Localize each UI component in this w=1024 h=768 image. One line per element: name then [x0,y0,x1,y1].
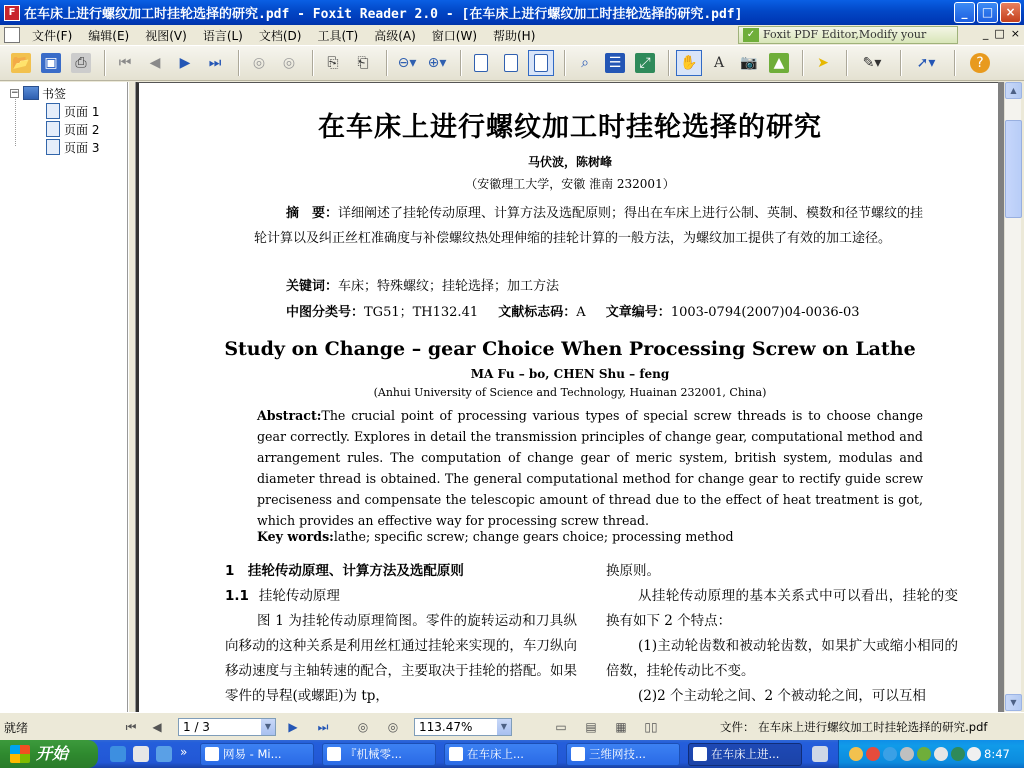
extract-button[interactable] [350,50,376,76]
toolbar-separator [386,50,388,76]
fit-width-icon [534,54,548,72]
subsection-number: 1.1 [225,588,249,604]
properties-button[interactable] [632,50,658,76]
vertical-scrollbar[interactable] [1004,82,1021,712]
keyboard-icon[interactable] [812,746,828,762]
body-paragraph: 图 1 为挂轮传动原理简图。零件的旋转运动和刀具纵向移动的这种关系是利用丝杠通过挂轮来实现的，车刀纵向移动速度与主轴转速的配合，主要取决于挂轮的搭配。如果零件的导程(或螺距)为 tp， [225,613,577,704]
bookmarks-icon: ☰ [605,53,625,73]
text-select-icon: A [713,55,725,71]
taskbar-item[interactable] [322,743,436,766]
forward-button[interactable] [276,50,302,76]
continuous-view-icon[interactable]: ▤ [585,720,597,734]
taskbar-item[interactable] [566,743,680,766]
document-menu-icon[interactable] [4,27,20,43]
doc-minimize-button[interactable]: _ [982,27,989,40]
collapse-toggle[interactable]: − [11,87,19,98]
authors-en: MA Fu – bo, CHEN Shu – feng [470,367,670,381]
snapshot-icon: 📷 [740,55,758,71]
status-forward-icon[interactable]: ◎ [387,720,399,734]
menu-help[interactable]: 帮助(H) [493,28,536,43]
task-app-icon [693,747,707,761]
first-page-icon: ⏮ [118,55,132,71]
media-quicklaunch-icon[interactable] [133,746,149,762]
continuous-button[interactable] [498,50,524,76]
bookmarks-button[interactable] [602,50,628,76]
abstract-cn [254,201,924,251]
taskbar-item-label: 三维网技... [589,747,646,761]
menu-bar [0,25,1024,45]
task-app-icon [327,747,341,761]
bookmark-item[interactable] [46,120,99,138]
menu-advanced[interactable]: 高级(A) [374,28,416,43]
save-button[interactable] [38,50,64,76]
task-app-icon [571,747,585,761]
print-button[interactable] [68,50,94,76]
taskbar-item-label: 网易 - Mi... [223,747,282,761]
affiliation-cn: （安徽理工大学，安徽 淮南 232001） [465,177,675,191]
taskbar-item-label: 在车床上... [467,747,524,761]
select-icon: ➤ [817,55,829,71]
toolbar-separator [238,50,240,76]
help-button[interactable] [962,50,998,76]
taskbar-item-label: 『机械零... [345,747,402,761]
properties-icon: ⤢ [635,53,655,73]
article-id-label: 文章编号： [605,305,671,320]
taskbar-item-label: 在车床上进... [711,747,780,761]
last-page-icon: ⏭ [208,55,222,71]
prev-page-icon: ◀ [149,55,161,71]
menu-file[interactable]: 文件(F) [32,28,73,43]
bookmark-icon [23,86,39,100]
find-button[interactable] [572,50,598,76]
doc-close-button[interactable]: × [1010,27,1020,40]
windows-flag-icon [10,745,30,763]
status-last-page-icon[interactable]: ⏭ [317,720,329,734]
help-icon: ? [970,53,990,73]
bookmark-item[interactable] [46,138,99,156]
single-page-icon [474,54,488,72]
next-page-button[interactable] [172,50,198,76]
page-icon [46,139,60,155]
prev-page-button[interactable] [142,50,168,76]
task-app-icon [205,747,219,761]
open-icon: 📂 [12,55,30,71]
abstract-en-label: Abstract: [257,408,322,423]
next-page-icon: ▶ [179,55,191,71]
arrow-tool-button[interactable] [908,50,944,76]
tray-app-icon[interactable] [900,747,914,761]
tray-network-icon[interactable] [934,747,948,761]
tray-volume-icon[interactable] [967,747,981,761]
keywords-cn-label: 关键词： [286,279,339,294]
article-id-value: 1003-0794(2007)04-0036-03 [670,305,860,320]
zoom-in-button[interactable] [424,50,450,76]
task-app-icon [449,747,463,761]
paper-title-cn: 在车床上进行螺纹加工时挂轮选择的研究 [318,112,822,143]
keywords-cn [286,275,559,294]
fit-width-button[interactable] [528,50,554,76]
ie-quicklaunch-icon[interactable] [110,746,126,762]
page-icon [46,103,60,119]
zoom-dropdown-icon[interactable]: ▼ [497,719,511,735]
zoom-out-icon: ⊖▾ [397,55,417,71]
facing-view-icon[interactable]: ▦ [615,720,627,734]
scroll-down-arrow-icon[interactable]: ▼ [1005,694,1022,711]
body-paragraph: (1)主动轮齿数和被动轮齿数，如果扩大或缩小相同的倍数，挂轮传动比不变。 [606,638,958,679]
annotate-button[interactable] [854,50,890,76]
annotate-icon: ✎▾ [862,55,882,71]
continuous-facing-view-icon[interactable]: ▯▯ [644,720,658,734]
zoom-input[interactable] [414,718,512,736]
keywords-en-text: lathe; specific screw; change gears choice; processing method [333,529,734,544]
rotate-button[interactable] [320,50,346,76]
clc-label: 中图分类号： [286,305,365,320]
status-text: 就绪 [4,721,29,735]
toolbar-separator [312,50,314,76]
forward-icon: ◎ [282,55,296,71]
hand-tool-button[interactable] [676,50,702,76]
system-tray [838,740,1024,768]
last-page-button[interactable] [202,50,228,76]
scroll-thumb[interactable] [1005,120,1022,218]
tray-clock: 8:47 [984,747,1010,761]
select-tool-button[interactable] [810,50,836,76]
toolbar-separator [668,50,670,76]
start-label: 开始 [36,744,69,763]
tray-app-icon[interactable] [917,747,931,761]
classification-line [286,301,860,320]
image-icon: ▲ [769,53,789,73]
keywords-en [257,529,734,544]
body-right-column [606,559,958,709]
back-button[interactable] [246,50,272,76]
bookmark-root-label: 书签 [42,86,67,101]
page-number-value: 1 / 3 [183,720,210,734]
menu-tools[interactable]: 工具(T) [317,28,359,43]
doc-code-value: A [576,305,586,320]
bookmark-item[interactable] [46,102,99,120]
tray-app-icon[interactable] [951,747,965,761]
keywords-en-label: Key words: [257,529,334,544]
page-icon [46,121,60,137]
abstract-en-text: The crucial point of processing various types of special screw threads is to choose change gear correctly. Explores in detail the transmission principles of change gear, computational method and arrangement rules. The computation of change gear of meric system, british system, modulas and diameter thread is obtained. The general computational method for change gear to rectify guide screw preciseness and compensate the telescopic amount of thread due to the effect of heat treatment is got, which provides an effective way for processing screw thread. [257,408,923,528]
toolbar-separator [104,50,106,76]
single-page-view-icon[interactable]: ▭ [555,720,567,734]
quicklaunch-expand-icon[interactable]: » [180,745,188,759]
foxit-app-icon[interactable]: F [4,5,20,21]
save-icon: ▣ [41,53,61,73]
promo-text: Foxit PDF Editor,Modify your [763,28,927,41]
close-button[interactable]: × [1000,2,1021,23]
subsection-heading [225,584,577,609]
bookmark-label: 页面 3 [64,140,100,155]
menu-view[interactable]: 视图(V) [145,28,187,43]
minimize-button[interactable]: _ [954,2,975,23]
abstract-cn-text: 详细阐述了挂轮传动原理、计算方法及选配原则；得出在车床上进行公制、英制、模数和径节螺纹的挂轮计算以及纠正丝杠准确度与补偿螺纹热处理伸缩的挂轮计算的一般方法，为螺纹加工提供了有效的加工途径。 [254,206,924,246]
tray-app-icon[interactable] [883,747,897,761]
section-heading: 1 挂轮传动原理、计算方法及选配原则 [225,563,464,579]
authors-cn: 马伏波，陈树峰 [527,155,612,169]
status-file-name: 文件： 在车床上进行螺纹加工时挂轮选择的研究.pdf [720,720,988,734]
menu-window[interactable]: 窗口(W) [431,28,477,43]
doc-code-label: 文献标志码： [498,305,577,320]
page-number-input[interactable] [178,718,276,736]
window-title: 在车床上进行螺纹加工时挂轮选择的研究.pdf - Foxit Reader 2.0 - [在车床上进行螺纹加工时挂轮选择的研究.pdf] [24,7,743,22]
bookmark-root[interactable] [10,84,66,102]
toolbar-separator [954,50,956,76]
pdf-editor-promo[interactable] [738,26,958,44]
abstract-en [257,405,923,531]
toolbar-separator [900,50,902,76]
menu-edit[interactable]: 编辑(E) [88,28,130,43]
start-button[interactable] [0,740,98,768]
title-bar [0,0,1024,25]
pdf-page [136,82,998,712]
body-paragraph: 从挂轮传动原理的基本关系式中可以看出，挂轮的变换有如下 2 个特点： [606,588,958,629]
open-button[interactable] [8,50,34,76]
keywords-cn-text: 车床；特殊螺纹；挂轮选择；加工方法 [338,279,560,294]
status-back-icon[interactable]: ◎ [357,720,369,734]
toolbar-separator [802,50,804,76]
tray-app-icon[interactable] [866,747,880,761]
continuous-icon [504,54,518,72]
taskbar-item[interactable] [444,743,558,766]
zoom-value: 113.47% [419,720,473,734]
bookmark-pane [0,82,128,712]
rotate-icon: ⎘ [327,55,339,71]
abstract-cn-label: 摘 要： [286,206,339,221]
status-prev-page-icon[interactable]: ◀ [152,720,162,734]
affiliation-en: (Anhui University of Science and Technology, Huainan 232001, China) [373,386,767,399]
document-viewport[interactable] [136,82,1004,712]
taskbar-item[interactable] [200,743,314,766]
menu-document[interactable]: 文档(D) [258,28,302,43]
zoom-out-button[interactable] [394,50,420,76]
text-select-button[interactable] [706,50,732,76]
toolbar [0,45,1024,81]
body-left-column [225,559,577,709]
toolbar-separator [460,50,462,76]
menu-language[interactable]: 语言(L) [202,28,243,43]
bookmark-label: 页面 2 [64,122,100,137]
extract-icon: ⎗ [357,55,369,71]
zoom-in-icon: ⊕▾ [427,55,447,71]
snapshot-button[interactable] [736,50,762,76]
taskbar-item-active[interactable] [688,743,802,766]
hand-icon: ✋ [680,55,698,71]
tray-qq-icon[interactable] [849,747,863,761]
body-paragraph: 换原则。 [606,563,660,579]
maximize-button[interactable]: □ [977,2,998,23]
doc-restore-button[interactable]: □ [994,27,1005,40]
taskbar [0,740,1024,768]
image-button[interactable] [766,50,792,76]
pane-splitter[interactable] [128,82,136,712]
page-dropdown-icon[interactable]: ▼ [261,719,275,735]
toolbar-separator [846,50,848,76]
arrow-tool-icon: ➚▾ [916,55,936,71]
subsection-title: 挂轮传动原理 [258,588,340,604]
print-icon: ⎙ [71,53,91,73]
scroll-up-arrow-icon[interactable]: ▲ [1005,82,1022,99]
status-first-page-icon[interactable]: ⏮ [125,720,137,734]
browser-quicklaunch-icon[interactable] [156,746,172,762]
toolbar-separator [564,50,566,76]
single-page-button[interactable] [468,50,494,76]
body-paragraph: (2)2 个主动轮之间、2 个被动轮之间，可以互相 [638,688,926,704]
find-icon: ⌕ [581,55,589,71]
bookmark-label: 页面 1 [64,104,100,119]
status-next-page-icon[interactable]: ▶ [288,720,298,734]
status-bar [0,712,1024,740]
promo-check-icon: ✓ [743,28,759,42]
first-page-button[interactable] [112,50,138,76]
clc-value: TG51；TH132.41 [364,305,479,320]
paper-title-en: Study on Change – gear Choice When Processing Screw on Lathe [224,338,916,360]
back-icon: ◎ [252,55,266,71]
